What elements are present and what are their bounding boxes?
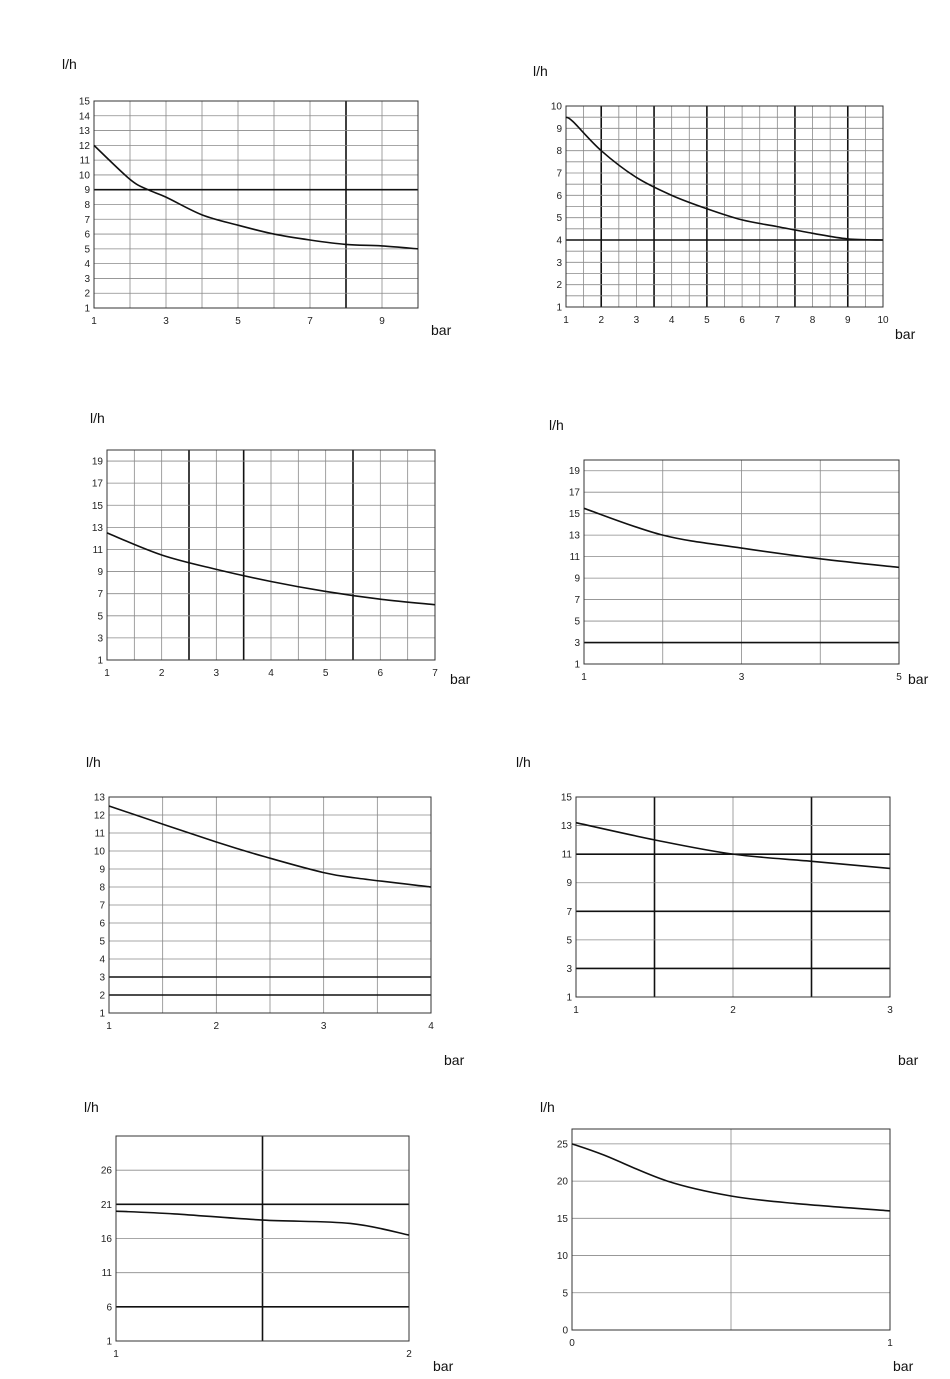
y-tick-label: 8 (84, 200, 90, 211)
x-tick-label: 7 (432, 668, 438, 679)
x-tick-label: 8 (809, 315, 816, 326)
x-tick-label: 2 (158, 668, 165, 679)
x-tick-label: 3 (320, 1021, 327, 1032)
x-axis-label: bar (444, 1052, 465, 1068)
y-tick-label: 5 (84, 244, 90, 256)
y-axis-label: l/h (516, 754, 531, 770)
y-tick-label: 2 (556, 280, 562, 292)
y-tick-label: 4 (99, 954, 105, 966)
y-tick-label: 21 (100, 1199, 112, 1211)
x-tick-label: 3 (213, 668, 220, 679)
x-axis-label: bar (893, 1358, 914, 1374)
x-tick-label: 1 (581, 672, 587, 683)
y-tick-label: 17 (568, 487, 580, 499)
y-tick-label: 6 (84, 229, 90, 241)
y-tick-label: 3 (574, 638, 580, 650)
x-tick-label: 1 (887, 1338, 893, 1349)
y-tick-label: 11 (79, 155, 90, 167)
y-tick-label: 3 (566, 963, 572, 975)
y-tick-label: 11 (94, 828, 105, 840)
y-tick-label: 6 (556, 190, 562, 202)
y-tick-label: 12 (78, 140, 90, 152)
y-tick-label: 17 (91, 478, 103, 490)
y-tick-label: 7 (84, 214, 90, 226)
y-tick-label: 19 (91, 456, 103, 468)
x-tick-label: 1 (573, 1005, 579, 1016)
y-tick-label: 3 (556, 257, 562, 269)
y-tick-label: 8 (556, 146, 562, 158)
y-tick-label: 2 (99, 990, 105, 1002)
y-tick-label: 3 (99, 972, 105, 984)
y-tick-label: 25 (556, 1139, 568, 1151)
y-tick-label: 11 (569, 552, 580, 564)
y-tick-label: 9 (566, 878, 572, 890)
y-tick-label: 7 (97, 589, 103, 601)
x-axis-label: bar (433, 1358, 454, 1374)
y-tick-label: 5 (97, 611, 103, 623)
y-tick-label: 8 (99, 882, 105, 894)
y-tick-label: 11 (561, 849, 572, 861)
y-tick-label: 13 (93, 792, 105, 804)
y-tick-label: 16 (100, 1234, 112, 1245)
x-axis-label: bar (908, 671, 929, 687)
y-tick-label: 13 (560, 821, 572, 833)
y-tick-label: 7 (99, 900, 105, 912)
x-axis-label: bar (898, 1052, 919, 1068)
y-tick-label: 1 (97, 655, 103, 667)
x-tick-label: 2 (406, 1349, 412, 1360)
y-tick-label: 15 (556, 1213, 568, 1225)
x-tick-label: 2 (598, 315, 605, 326)
y-axis-label: l/h (549, 417, 564, 433)
x-tick-label: 4 (268, 668, 274, 679)
y-tick-label: 5 (562, 1288, 568, 1300)
y-tick-label: 1 (574, 659, 580, 671)
x-tick-label: 9 (844, 315, 851, 326)
y-tick-label: 0 (562, 1325, 568, 1337)
x-tick-label: 7 (774, 315, 781, 326)
x-tick-label: 3 (163, 316, 169, 327)
y-tick-label: 4 (84, 259, 90, 271)
x-tick-label: 1 (104, 668, 110, 679)
x-tick-label: 1 (563, 315, 569, 326)
x-tick-label: 4 (668, 315, 675, 326)
y-tick-label: 9 (97, 567, 103, 579)
y-tick-label: 1 (106, 1336, 112, 1348)
x-tick-label: 1 (113, 1349, 119, 1360)
y-tick-label: 1 (84, 303, 90, 315)
y-tick-label: 10 (556, 1251, 568, 1263)
y-tick-label: 12 (93, 810, 105, 822)
x-tick-label: 2 (213, 1021, 220, 1032)
y-tick-label: 9 (84, 185, 90, 197)
y-tick-label: 26 (100, 1165, 112, 1177)
x-tick-label: 5 (704, 315, 710, 326)
y-tick-label: 3 (84, 273, 90, 285)
y-axis-label: l/h (540, 1099, 555, 1115)
y-tick-label: 15 (560, 792, 572, 804)
x-tick-label: 5 (896, 672, 902, 683)
y-tick-label: 6 (99, 918, 105, 930)
y-tick-label: 13 (568, 530, 580, 542)
x-tick-label: 6 (377, 668, 384, 679)
x-tick-label: 0 (569, 1338, 575, 1349)
x-tick-label: 3 (887, 1005, 893, 1016)
y-tick-label: 10 (78, 170, 90, 182)
y-tick-label: 9 (574, 573, 580, 585)
y-tick-label: 13 (78, 126, 90, 138)
y-tick-label: 15 (568, 509, 580, 521)
y-tick-label: 11 (101, 1268, 112, 1280)
y-tick-label: 10 (93, 846, 105, 858)
x-axis-label: bar (431, 322, 452, 338)
y-axis-label: l/h (86, 754, 101, 770)
y-tick-label: 15 (78, 96, 90, 108)
x-tick-label: 6 (739, 315, 745, 326)
y-tick-label: 10 (550, 101, 562, 113)
y-tick-label: 11 (92, 544, 103, 556)
y-axis-label: l/h (84, 1099, 99, 1115)
x-tick-label: 5 (322, 668, 329, 679)
x-tick-label: 1 (106, 1021, 112, 1032)
y-tick-label: 13 (91, 522, 103, 534)
y-tick-label: 5 (556, 213, 562, 225)
y-tick-label: 4 (556, 235, 562, 247)
y-tick-label: 20 (556, 1176, 568, 1188)
y-tick-label: 5 (574, 616, 580, 628)
x-axis-label: bar (895, 326, 916, 342)
x-tick-label: 5 (235, 316, 241, 327)
y-axis-label: l/h (90, 410, 105, 426)
y-tick-label: 3 (97, 633, 103, 645)
y-tick-label: 7 (556, 168, 562, 180)
y-tick-label: 7 (566, 906, 572, 918)
y-tick-label: 9 (556, 123, 562, 135)
y-tick-label: 5 (99, 936, 105, 948)
x-axis-label: bar (450, 671, 471, 687)
x-tick-label: 3 (738, 672, 745, 683)
y-tick-label: 14 (78, 111, 90, 123)
y-axis-label: l/h (533, 63, 548, 79)
x-tick-label: 9 (379, 316, 385, 327)
x-tick-label: 7 (307, 316, 313, 327)
y-tick-label: 1 (556, 302, 562, 314)
y-tick-label: 7 (574, 595, 580, 607)
y-tick-label: 1 (566, 992, 572, 1004)
y-tick-label: 6 (106, 1302, 112, 1314)
x-tick-label: 2 (730, 1005, 736, 1016)
y-tick-label: 15 (91, 500, 103, 512)
y-axis-label: l/h (62, 56, 77, 72)
y-tick-label: 5 (566, 935, 572, 947)
y-tick-label: 2 (84, 288, 90, 300)
y-tick-label: 1 (99, 1008, 105, 1020)
y-tick-label: 9 (99, 864, 105, 876)
x-tick-label: 4 (428, 1021, 434, 1032)
x-tick-label: 3 (633, 315, 640, 326)
x-tick-label: 10 (877, 315, 889, 326)
y-tick-label: 19 (568, 466, 580, 478)
x-tick-label: 1 (91, 316, 97, 327)
